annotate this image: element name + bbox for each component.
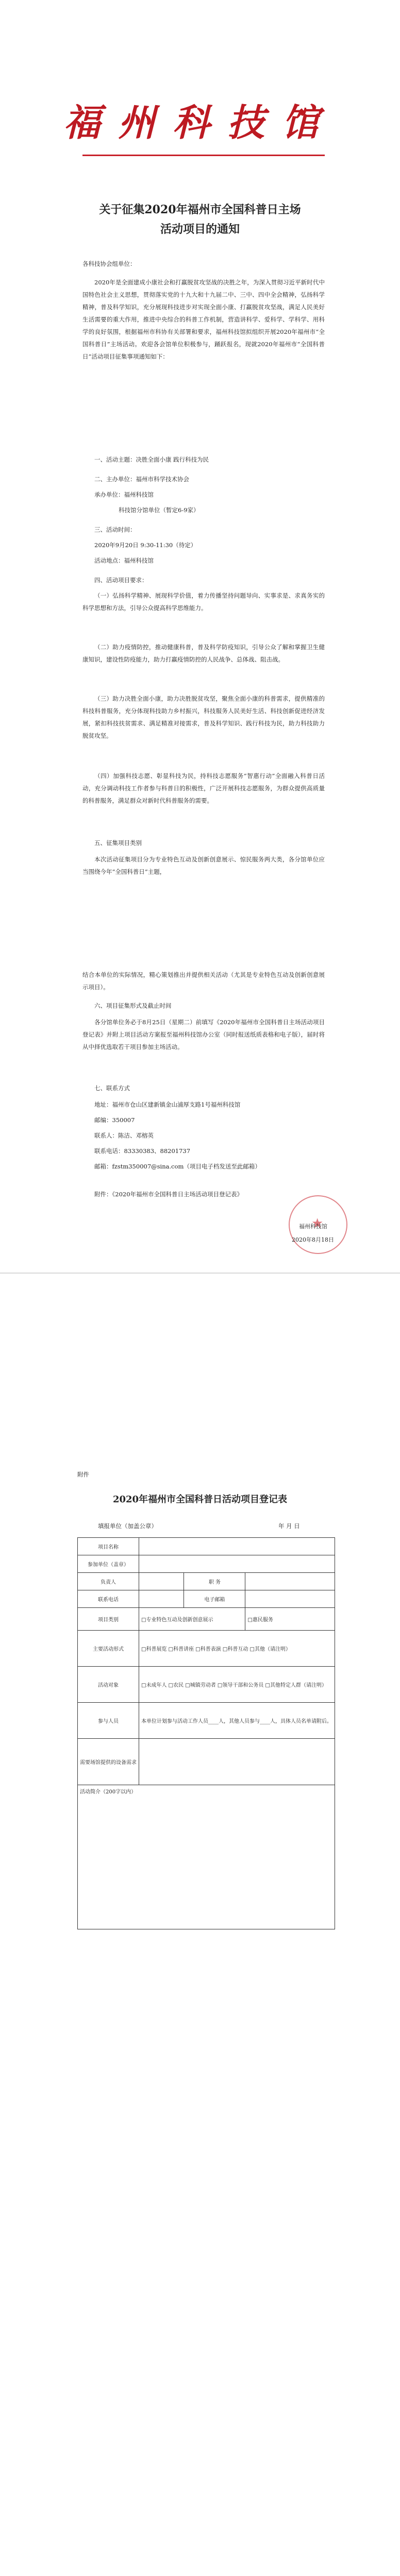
museum-logo: [0, 93, 400, 146]
salutation: 各科技协会组单位：: [82, 260, 136, 267]
options-form[interactable]: □科普展览 □科普讲座 □科普表演 □科普互动 □其他（请注明）: [139, 1631, 335, 1667]
issuer-name: 福州科技馆: [299, 1223, 327, 1230]
contact-zip: 邮编：350007: [94, 1116, 135, 1124]
intro-paragraph: 2020年是全面建成小康社会和打赢脱贫攻坚战的决胜之年，为深入贯彻习近平新时代中国特色社会主义思想，贯彻落实党的十九大和十九届二中、三中、四中全会精神，弘扬科学精神，普及科学知识，充分展现科技进步对实现全面小康、打赢脱贫攻坚战，满足人民美好生活需要的重大作用，推进中央综合的科普工作机制，营造讲科学、爱科学、学科学、用科学的良好氛围，根据福州市科协有关部署和要求，福州科技馆拟组织开展2020年福州市“全国科普日”主场活动。欢迎各会馆单位积极参与，踊跃报名，现就2020年福州市“全国科普日”活动项目征集事项通知如下：: [82, 279, 325, 360]
requirement-3: （三）助力决胜全面小康，助力决胜脱贫攻坚，聚焦全面小康的科普需求，提供精准的科技科普服务，充分体现科技助力乡村振兴，科技服务人民美好生活、科技创新促进经济发展，紧扣科技扶贫需求、满足精准对接需求，普及科学知识、践行科技为民，助力科技助力脱贫攻坚。: [82, 695, 325, 739]
red-divider: [82, 155, 325, 156]
requirement-4: （四）加强科技志愿、彰显科技为民，持科技志愿服务“智惠行动”全面融入科普日活动，充分调动科技工作者参与科普日的积极性，广泛开展科技志愿服务，为群众提供高质量的科普服务，满足群众对新时代科普服务的需要。: [82, 772, 325, 804]
label-equipment: 需要场馆提供的设备需求: [78, 1739, 139, 1785]
options-target[interactable]: □未成年人 □农民 □城镇劳动者 □领导干部和公务员 □其他特定人群（请注明）: [139, 1667, 335, 1703]
label-form: 主要活动形式: [78, 1631, 139, 1667]
label-people: 参与人员: [78, 1703, 139, 1739]
label-person: 负责人: [78, 1573, 139, 1590]
categories-text: 本次活动征集项目分为专业特色互动及创新创意展示、惊民服务两大类，各分馆单位应当围绕今年“全国科普日”主题，: [82, 856, 325, 875]
option-type-1[interactable]: □专业特色互动及创新创意展示: [139, 1608, 245, 1631]
section-deadline: 六、项目征集形式及截止时间: [94, 1002, 172, 1009]
input-email[interactable]: [245, 1590, 335, 1608]
categories-continued: 结合本单位的实际情况，精心策划推出并提供相关活动（尤其是专业特色互动及创新创意展示项目）。: [82, 971, 325, 991]
notice-title-line2: 活动项目的通知: [160, 223, 240, 236]
label-description: 活动简介（200字以内）: [80, 1789, 137, 1795]
section-categories: 五、征集项目类别: [94, 839, 142, 846]
contact-email: 邮箱：fzstm350007@sina.com（项目电子档发送至此邮箱）: [94, 1163, 261, 1170]
input-person[interactable]: [139, 1573, 184, 1590]
input-unit[interactable]: [139, 1555, 335, 1573]
requirement-1: （一）弘扬科学精神、展现科学价值，着力传播坚持问题导向、实事求是、求真务实的科学思想和方法，引导公众提高科学思维能力。: [82, 592, 325, 612]
deadline-text: 各分馆单位务必于8月25日（星期二）前填写《2020年福州市全国科普日主场活动项目登记表》并附上项目活动方案报至福州科技馆办公室（同时报送纸质表格和电子版），届时将从中择优选取若干项目参加主场活动。: [82, 1019, 325, 1050]
unit-field: 填报单位（加盖公章）: [98, 1522, 157, 1530]
appendix-title: 2020年福州市全国科普日活动项目登记表: [112, 1494, 288, 1505]
section-theme: 一、活动主题：决胜全面小康 践行科技为民: [94, 456, 209, 463]
organizer-host: 承办单位：福州科技馆: [94, 491, 154, 498]
requirement-2: （二）助力疫情防控，推动健康科普，普及科学防疫知识，引导公众了解和掌握卫生健康知识，建设性防疫能力，助力打赢疫情防控的人民战争、总体战、阻击战。: [82, 643, 325, 663]
logo-text: 福州科技馆: [63, 100, 337, 144]
label-phone: 联系电话: [78, 1590, 139, 1608]
contact-address: 地址：福州市仓山区建新镇金山浦厚支路1号福州科技馆: [94, 1101, 241, 1108]
issue-date: 2020年8月18日: [292, 1236, 334, 1243]
label-email: 电子邮箱: [184, 1590, 245, 1608]
label-unit: 参加单位（盖章）: [78, 1555, 139, 1573]
section-contact: 七、联系方式: [94, 1084, 130, 1092]
section-organizer: 二、主办单位：福州市科学技术协会: [94, 476, 189, 483]
input-phone[interactable]: [139, 1590, 184, 1608]
activity-description[interactable]: [78, 1785, 335, 1929]
event-time: 2020年9月20日 9:30-11:30（待定）: [94, 541, 197, 549]
attachment-note: 附件：《2020年福州市全国科普日主场活动项目登记表》: [94, 1191, 243, 1198]
date-field: 年 月 日: [278, 1522, 300, 1530]
input-equipment[interactable]: [139, 1739, 335, 1785]
option-type-2[interactable]: □惠民服务: [245, 1608, 335, 1631]
event-place: 活动地点：福州科技馆: [94, 557, 154, 564]
label-type: 项目类别: [78, 1608, 139, 1631]
section-requirements: 四、活动项目要求：: [94, 577, 148, 584]
appendix-label: 附件: [77, 1471, 89, 1478]
section-time: 三、活动时间：: [94, 526, 136, 533]
notice-title-line1: 关于征集2020年福州市全国科普日主场: [99, 203, 301, 216]
contact-person: 联系人：陈洁、邓榕英: [94, 1132, 154, 1139]
registration-table: [77, 1537, 335, 1929]
input-position[interactable]: [245, 1573, 335, 1590]
people-text[interactable]: 本单位计划参与活动工作人员____人，其他人员参与____人，具体人员名单请附后。: [139, 1703, 335, 1739]
label-position: 职 务: [184, 1573, 245, 1590]
page-divider: [0, 1273, 400, 1274]
input-project-name[interactable]: [139, 1538, 335, 1555]
organizer-co: 科技馆分馆单位（暂定6-9家）: [119, 506, 199, 514]
label-project-name: 项目名称: [78, 1538, 139, 1555]
contact-phone: 联系电话：83330383、88201737: [94, 1147, 191, 1155]
label-target: 活动对象: [78, 1667, 139, 1703]
